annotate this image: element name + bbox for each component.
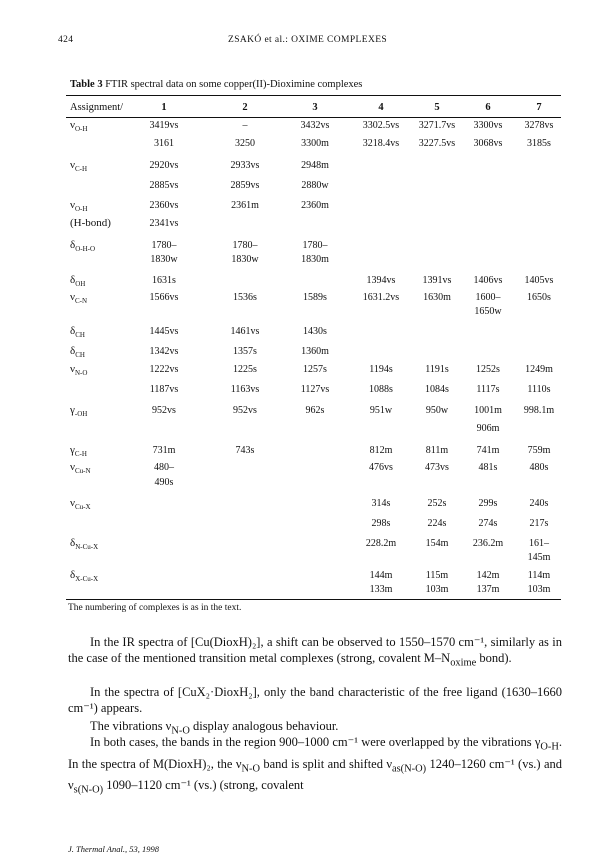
- assignment-symbol: $\delta_{N-Cu-X}$: [70, 537, 99, 552]
- table-cell: 3302.5vs: [362, 120, 400, 131]
- table-cell: 114m: [527, 570, 551, 581]
- column-header: 4: [378, 102, 384, 113]
- table-cell: 3185s: [527, 138, 551, 149]
- table-cell: 1225s: [233, 364, 257, 375]
- table-cell: 1342vs: [149, 346, 179, 357]
- table-cell: 951w: [369, 405, 393, 416]
- table-header-rule: [66, 117, 561, 118]
- table-cell: 103m: [425, 584, 449, 595]
- column-header: 7: [536, 102, 542, 113]
- table-cell: 1405vs: [524, 275, 554, 286]
- table-cell: 1536s: [233, 292, 257, 303]
- table-cell: 3300m: [301, 138, 329, 149]
- running-title: ZSAKÓ et al.: OXIME COMPLEXES: [228, 35, 388, 45]
- table-cell: 3068vs: [473, 138, 503, 149]
- table-cell: 236.2m: [472, 538, 504, 549]
- table-cell: 2859vs: [230, 180, 260, 191]
- table-cell: –: [242, 120, 248, 131]
- table-bottom-rule: [66, 599, 561, 600]
- table-caption-text: FTIR spectral data on some copper(II)-Dioximine complexes: [102, 79, 363, 90]
- table-cell: 1252s: [476, 364, 500, 375]
- table-cell: 1394vs: [366, 275, 396, 286]
- table-cell: 473vs: [425, 462, 449, 473]
- journal-footer: J. Thermal Anal., 53, 1998: [68, 844, 159, 854]
- table-cell: 1187vs: [149, 384, 179, 395]
- table-cell: 812m: [369, 445, 393, 456]
- assignment-symbol: $\nu_{N-O}$: [70, 363, 88, 378]
- table-cell: 962s: [305, 405, 325, 416]
- table-cell: 299s: [478, 498, 498, 509]
- table-cell: 759m: [527, 445, 551, 456]
- table-cell: 252s: [427, 498, 447, 509]
- table-cell: 3419vs: [149, 120, 179, 131]
- column-header: 2: [242, 102, 248, 113]
- table-cell: 1650s: [527, 292, 551, 303]
- running-header: [58, 35, 578, 49]
- table-cell: 731m: [152, 445, 176, 456]
- assignment-symbol: $\nu_{C-N}$: [70, 291, 88, 306]
- table-cell: 2880w: [301, 180, 329, 191]
- table-cell: 3250: [235, 138, 255, 149]
- table-cell: 2948m: [301, 160, 329, 171]
- table-cell: 1084s: [425, 384, 449, 395]
- table-cell: 1360m: [301, 346, 329, 357]
- table-cell: 1191s: [425, 364, 449, 375]
- table-cell: 1249m: [525, 364, 553, 375]
- table-cell: 1780–: [302, 240, 328, 251]
- body-paragraph: In the IR spectra of [Cu(DioxH)₂], a shift can be observed to 1550–1570 cm⁻¹, similarly as in the case of the mentioned transition metal complexes (strong, covalent $M-N_{oxime}$ bond).: [68, 635, 562, 669]
- table-cell: 1117s: [476, 384, 500, 395]
- table-caption: [70, 79, 362, 90]
- table-cell: 115m: [425, 570, 449, 581]
- table-cell: 1127vs: [300, 384, 330, 395]
- table-cell: 1830m: [301, 254, 329, 265]
- table-cell: 228.2m: [365, 538, 397, 549]
- assignment-symbol: $\delta_{CH}$: [70, 345, 85, 360]
- column-header: 3: [312, 102, 318, 113]
- table-cell: 2360m: [301, 200, 329, 211]
- column-header: 6: [485, 102, 491, 113]
- table-cell: 476vs: [369, 462, 393, 473]
- table-cell: 950w: [425, 405, 449, 416]
- table-cell: 2933vs: [230, 160, 260, 171]
- table-cell: 490s: [154, 477, 174, 488]
- assignment-symbol: $\gamma_{-OH}$: [70, 404, 88, 419]
- table-caption-label: Table 3: [70, 79, 103, 90]
- table-cell: 314s: [371, 498, 391, 509]
- table-cell: 2360vs: [149, 200, 179, 211]
- table-cell: 1780–: [151, 240, 177, 251]
- table-cell: 1830w: [231, 254, 259, 265]
- table-cell: 3300vs: [473, 120, 503, 131]
- table-cell: 906m: [476, 423, 500, 434]
- table-cell: 481s: [478, 462, 498, 473]
- table-cell: 133m: [369, 584, 393, 595]
- table-cell: 1566vs: [149, 292, 179, 303]
- table-cell: 952vs: [152, 405, 176, 416]
- table-cell: 1600–: [475, 292, 501, 303]
- table-cell: 1110s: [527, 384, 551, 395]
- table-cell: 1391vs: [422, 275, 452, 286]
- table-cell: 952vs: [233, 405, 257, 416]
- body-paragraph: In the spectra of [CuX₂·DioxH₂], only the band characteristic of the free ligand (1630–1660 cm⁻¹) appears.: [68, 685, 562, 715]
- assignment-symbol: $\nu_{C-H}$: [70, 159, 88, 174]
- table-cell: 3218.4vs: [362, 138, 400, 149]
- assignment-header: Assignment/: [70, 102, 124, 113]
- assignment-symbol: $\delta_{O-H-O}$: [70, 239, 96, 254]
- table-cell: 137m: [476, 584, 500, 595]
- assignment-symbol: $\gamma_{C-H}$: [70, 444, 87, 459]
- assignment-symbol: $\nu_{O-H}$: [70, 199, 88, 214]
- body-paragraph: In both cases, the bands in the region 900–1000 cm⁻¹ were overlapped by the vibrations $\gamma_{O-H}$. In the spectra of M(DioxH)₂, the $\nu_{N-O}$ band is split and shifted $\nu_{as(N-O)}$ 1240–1260 cm⁻¹ (vs.) and $\nu_{s(N-O)}$ 1090–1120 cm⁻¹ (vs.) (strong, covalent: [68, 735, 562, 796]
- table-cell: 3278vs: [524, 120, 554, 131]
- table-cell: 1630m: [423, 292, 451, 303]
- table-top-rule: [66, 95, 561, 96]
- table-cell: 161–: [529, 538, 549, 549]
- table-cell: 3227.5vs: [418, 138, 456, 149]
- table-cell: 1650w: [474, 306, 502, 317]
- table-cell: 480s: [529, 462, 549, 473]
- table-cell: 2341vs: [149, 218, 179, 229]
- table-cell: 217s: [529, 518, 549, 529]
- table-cell: 1830w: [150, 254, 178, 265]
- table-cell: 298s: [371, 518, 391, 529]
- assignment-symbol: $\nu_{O-H}$: [70, 119, 88, 134]
- table-footnote: The numbering of complexes is as in the text.: [68, 603, 242, 613]
- assignment-symbol: $\delta_{CH}$: [70, 325, 85, 340]
- table-cell: 480–: [154, 462, 174, 473]
- table-cell: 1163vs: [230, 384, 260, 395]
- assignment-symbol: $\nu_{Cu-X}$: [70, 497, 91, 512]
- body-paragraph: The vibrations $\nu_{N-O}$ display analogous behaviour.: [90, 719, 339, 737]
- assignment-symbol: $\delta_{OH}$: [70, 274, 86, 289]
- table-cell: 1222vs: [149, 364, 179, 375]
- assignment-symbol: $\nu_{Cu-N}$: [70, 461, 91, 476]
- table-cell: 1194s: [369, 364, 393, 375]
- table-cell: 1631s: [152, 275, 176, 286]
- table-cell: 1780–: [232, 240, 258, 251]
- table-cell: 154m: [425, 538, 449, 549]
- table-cell: 3271.7vs: [418, 120, 456, 131]
- table-cell: 743s: [235, 445, 255, 456]
- table-cell: 1088s: [369, 384, 393, 395]
- table-cell: 1445vs: [149, 326, 179, 337]
- table-cell: 142m: [476, 570, 500, 581]
- assignment-symbol: $\delta_{X-Cu-X}$: [70, 569, 99, 584]
- table-cell: 240s: [529, 498, 549, 509]
- table-cell: 1430s: [303, 326, 327, 337]
- column-header: 5: [434, 102, 440, 113]
- table-cell: 2885vs: [149, 180, 179, 191]
- table-cell: 144m: [369, 570, 393, 581]
- table-cell: 1461vs: [230, 326, 260, 337]
- assignment-symbol: (H-bond): [70, 217, 111, 229]
- table-cell: 224s: [427, 518, 447, 529]
- table-cell: 1257s: [303, 364, 327, 375]
- table-cell: 145m: [527, 552, 551, 563]
- table-cell: 3161: [154, 138, 174, 149]
- table-cell: 1001m: [474, 405, 502, 416]
- column-header: 1: [161, 102, 167, 113]
- table-cell: 1589s: [303, 292, 327, 303]
- table-cell: 1631.2vs: [362, 292, 400, 303]
- table-cell: 274s: [478, 518, 498, 529]
- table-cell: 2920vs: [149, 160, 179, 171]
- table-cell: 103m: [527, 584, 551, 595]
- table-cell: 811m: [425, 445, 449, 456]
- table-cell: 2361m: [231, 200, 259, 211]
- table-cell: 1406vs: [473, 275, 503, 286]
- table-cell: 3432vs: [300, 120, 330, 131]
- table-cell: 741m: [476, 445, 500, 456]
- table-cell: 998.1m: [523, 405, 555, 416]
- table-cell: 1357s: [233, 346, 257, 357]
- page-number: 424: [58, 35, 74, 45]
